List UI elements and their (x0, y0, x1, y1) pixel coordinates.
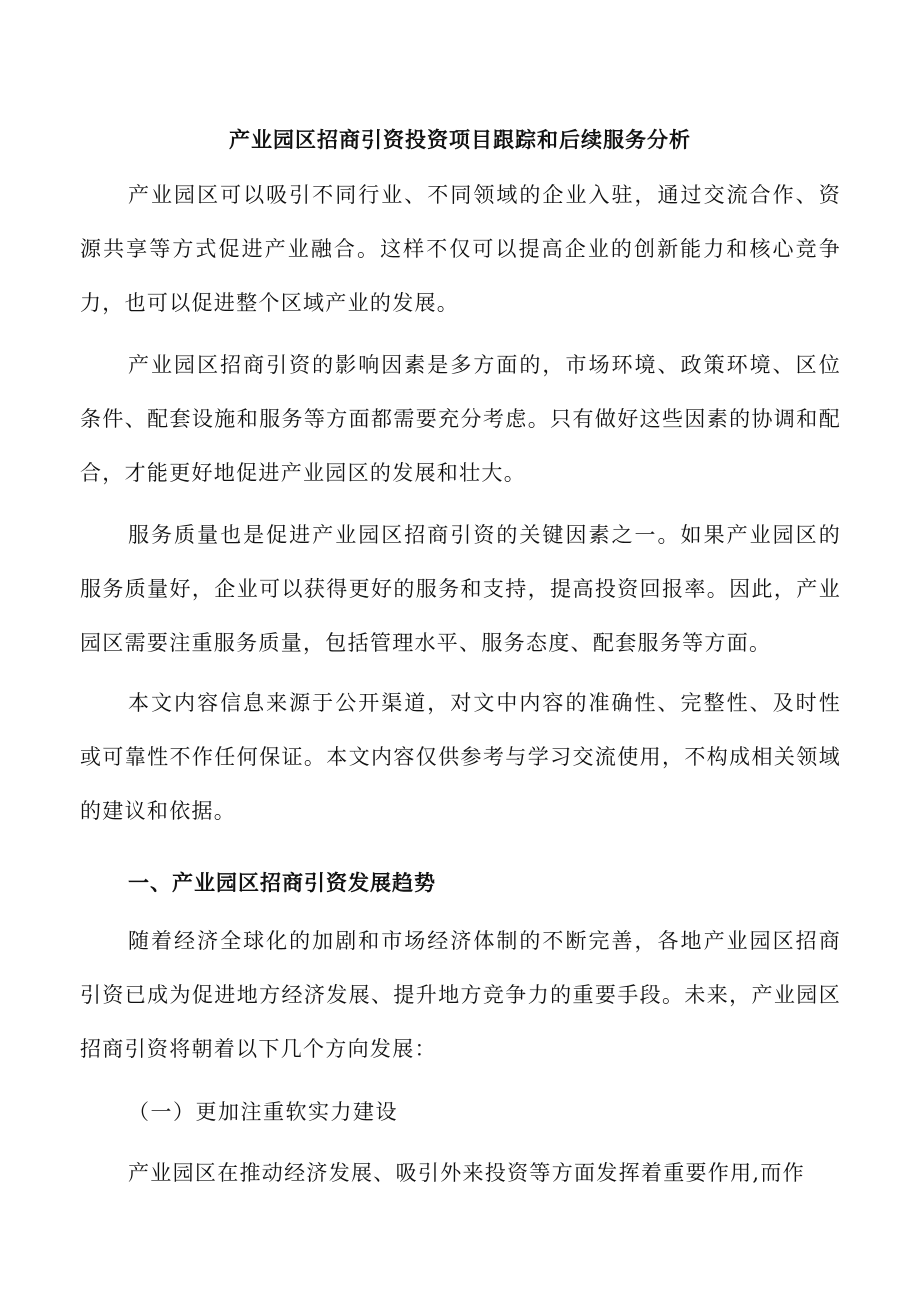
section-paragraph: 随着经济全球化的加剧和市场经济体制的不断完善，各地产业园区招商引资已成为促进地方经济发展、提升地方竞争力的重要手段。未来，产业园区招商引资将朝着以下几个方向发展： (80, 929, 841, 1061)
intro-paragraph-1: 产业园区可以吸引不同行业、不同领域的企业入驻，通过交流合作、资源共享等方式促进产业融合。这样不仅可以提高企业的创新能力和核心竞争力，也可以促进整个区域产业的发展。 (80, 183, 841, 315)
intro-paragraph-3: 服务质量也是促进产业园区招商引资的关键因素之一。如果产业园区的服务质量好，企业可以获得更好的服务和支持，提高投资回报率。因此，产业园区需要注重服务质量，包括管理水平、服务态度、配套服务等方面。 (80, 523, 841, 655)
section-heading: 一、产业园区招商引资发展趋势 (128, 870, 436, 895)
intro-paragraph-2: 产业园区招商引资的影响因素是多方面的，市场环境、政策环境、区位条件、配套设施和服务等方面都需要充分考虑。只有做好这些因素的协调和配合，才能更好地促进产业园区的发展和壮大。 (80, 353, 841, 485)
document-title: 产业园区招商引资投资项目跟踪和后续服务分析 (229, 127, 691, 152)
subsection-paragraph: 产业园区在推动经济发展、吸引外来投资等方面发挥着重要作用,而作 (128, 1161, 805, 1185)
intro-paragraph-4: 本文内容信息来源于公开渠道，对文中内容的准确性、完整性、及时性或可靠性不作任何保证。本文内容仅供参考与学习交流使用，不构成相关领域的建议和依据。 (80, 691, 841, 823)
subsection-heading: （一）更加注重软实力建设 (128, 1100, 398, 1124)
